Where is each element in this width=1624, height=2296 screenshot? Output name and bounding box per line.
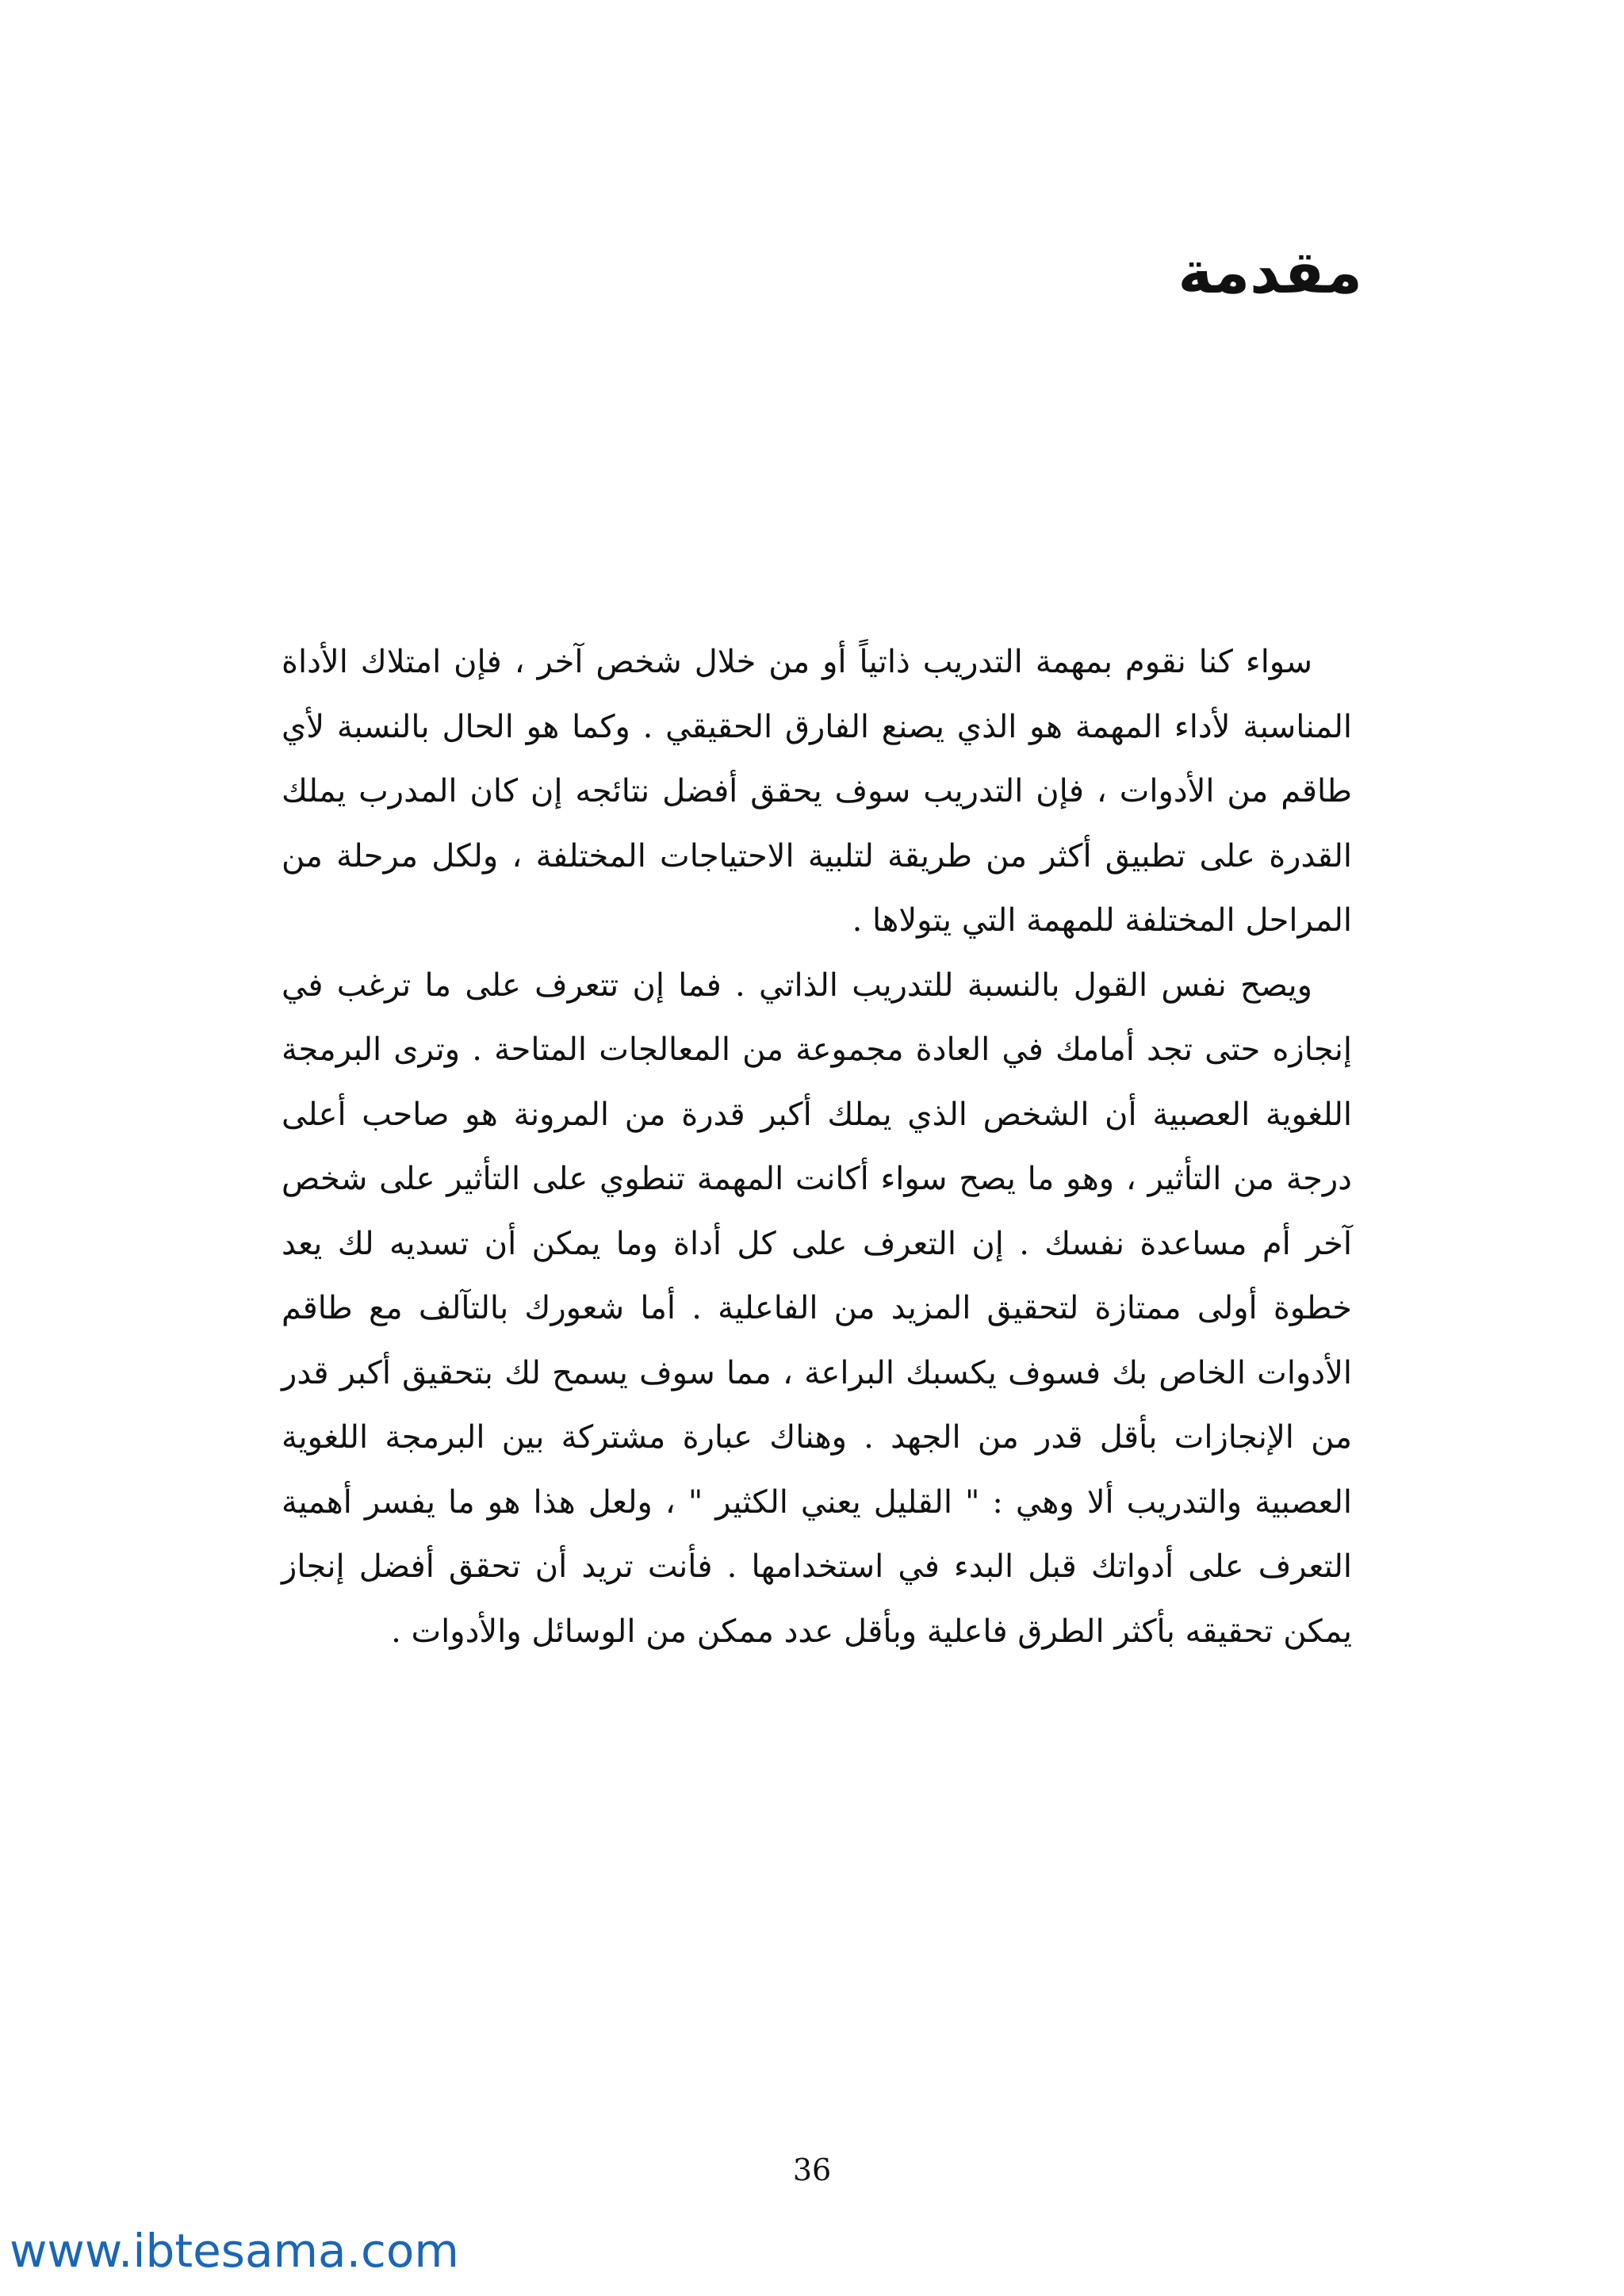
page-number: 36 [792, 2152, 832, 2187]
paragraph: سواء كنا نقوم بمهمة التدريب ذاتياً أو من خلال شخص آخر ، فإن امتلاك الأداة المناسبة لأداء المهمة هو الذي يصنع الفارق الحقيقي . وكما هو الحال بالنسبة لأي طاقم من الأدوات ، فإن التدريب سوف يحقق أفضل نتائجه إن كان المدرب يملك القدرة على تطبيق أكثر من طريقة لتلبية الاحتياجات المختلفة ، ولكل مرحلة من المراحل المختلفة للمهمة التي يتولاها . [282, 644, 1352, 939]
body-text [282, 630, 1352, 1664]
paragraph: ويصح نفس القول بالنسبة للتدريب الذاتي . فما إن تتعرف على ما ترغب في إنجازه حتى تجد أمامك في العادة مجموعة من المعالجات المتاحة . وترى البرمجة اللغوية العصبية أن الشخص الذي يملك أكبر قدرة من المرونة هو صاحب أعلى درجة من التأثير ، وهو ما يصح سواء أكانت المهمة تنطوي على التأثير على شخص آخر أم مساعدة نفسك . إن التعرف على كل أداة وما يمكن أن تسديه لك يعد خطوة أولى ممتازة لتحقيق المزيد من الفاعلية . أما شعورك بالتآلف مع طاقم الأدوات الخاص بك فسوف يكسبك البراعة ، مما سوف يسمح لك بتحقيق أكبر قدر من الإنجازات بأقل قدر من الجهد . وهناك عبارة مشتركة بين البرمجة اللغوية العصبية والتدريب ألا وهي : " القليل يعني الكثير " ، ولعل هذا هو ما يفسر أهمية التعرف على أدواتك قبل البدء في استخدامها . فأنت تريد أن تحقق أفضل إنجاز يمكن تحقيقه بأكثر الطرق فاعلية وبأقل عدد ممكن من الوسائل والأدوات . [282, 966, 1352, 1650]
watermark-url: www.ibtesama.com [10, 2224, 459, 2278]
chapter-title: مقدمة [1178, 239, 1362, 307]
